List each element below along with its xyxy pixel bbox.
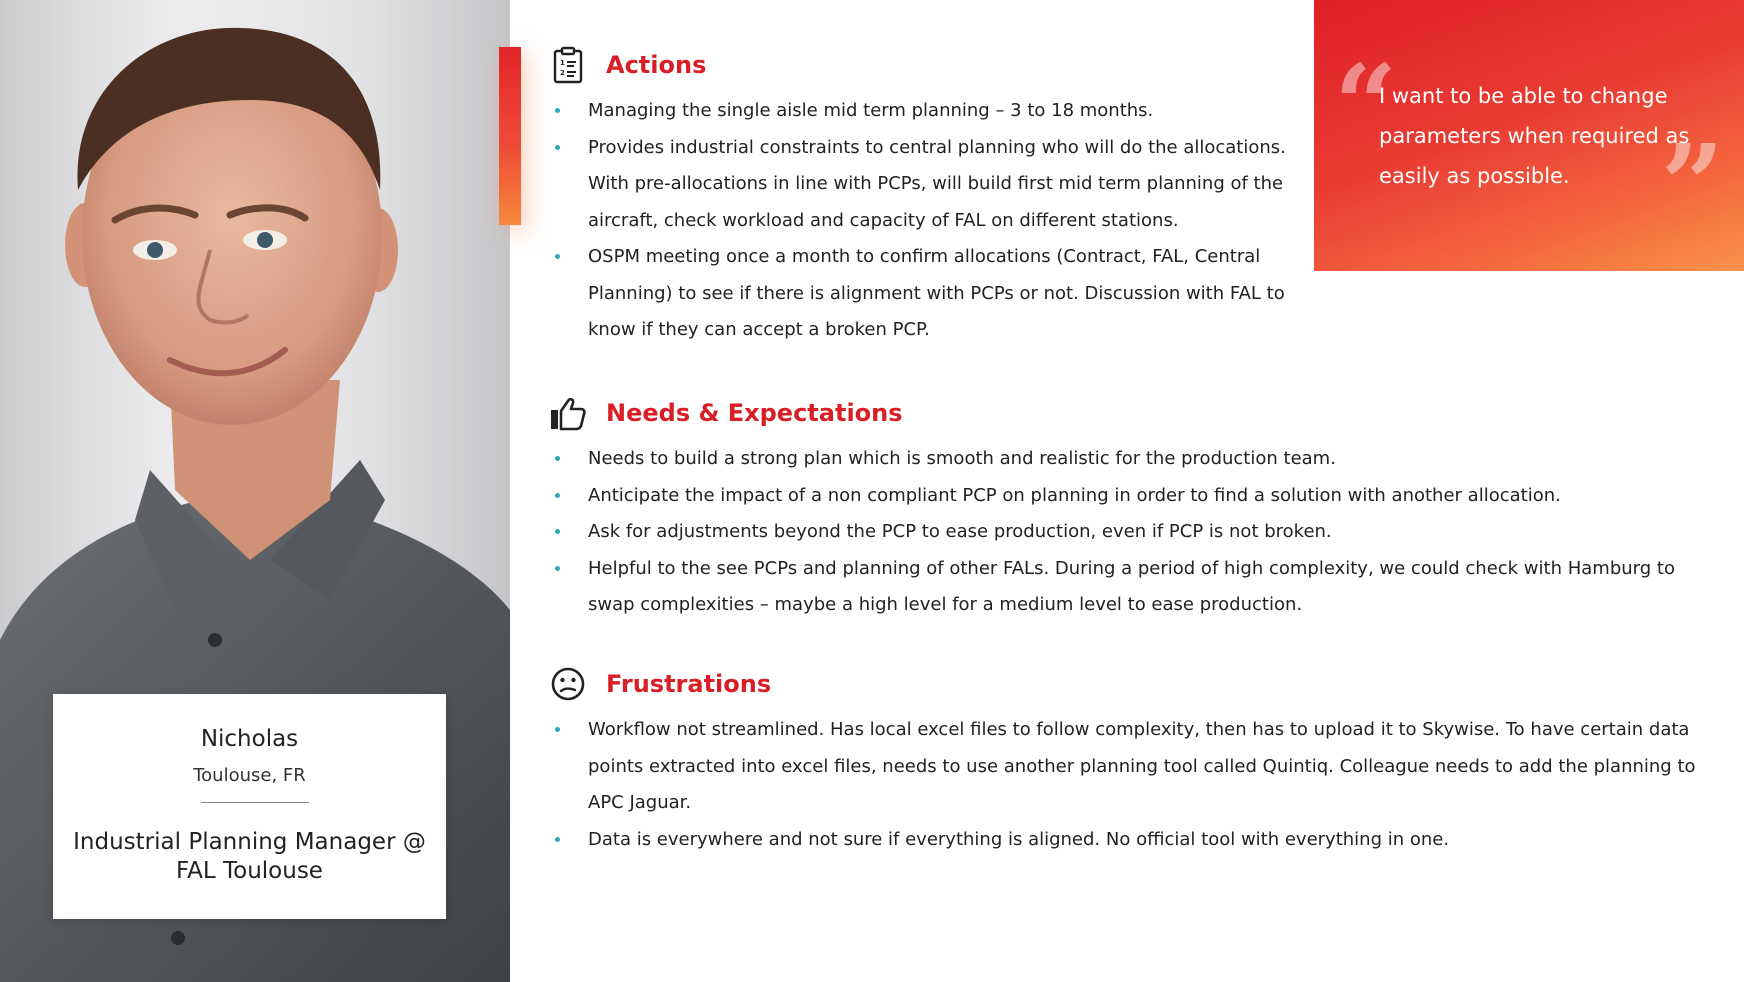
needs-section <box>548 393 1698 624</box>
persona-name: Nicholas <box>200 726 299 752</box>
quote-box <box>1314 0 1744 271</box>
frustrations-title: Frustrations <box>606 670 772 698</box>
actions-header <box>548 45 1308 85</box>
list-item: Needs to build a strong plan which is smooth and realistic for the production team. <box>548 441 1698 478</box>
list-item: Provides industrial constraints to central planning who will do the allocations. With pre-allocations in line with PCPs, will build first mid term planning of the aircraft, check workload and capacity of FAL on different stations. <box>548 130 1308 240</box>
name-card-divider <box>201 802 309 803</box>
list-item: Ask for adjustments beyond the PCP to ease production, even if PCP is not broken. <box>548 514 1698 551</box>
persona-photo-panel <box>0 0 510 982</box>
close-quote-icon: ” <box>1660 120 1724 249</box>
frustrations-header <box>548 664 1698 704</box>
svg-text:2: 2 <box>560 69 565 77</box>
actions-title: Actions <box>606 51 707 79</box>
clipboard-list-icon <box>548 45 588 85</box>
thumbs-up-icon <box>548 393 588 433</box>
frustrations-section <box>548 664 1698 858</box>
actions-section <box>548 45 1308 349</box>
list-item: Anticipate the impact of a non compliant PCP on planning in order to find a solution with another allocation. <box>548 478 1698 515</box>
open-quote-icon: “ <box>1334 40 1398 169</box>
persona-name-card <box>53 694 446 919</box>
svg-text:1: 1 <box>560 59 565 67</box>
persona-location: Toulouse, FR <box>193 765 306 786</box>
quote-text: I want to be able to change parameters when required as easily as possible. <box>1379 84 1690 188</box>
list-item: Workflow not streamlined. Has local excel files to follow complexity, then has to upload it to Skywise. To have certain data points extracted into excel files, needs to use another planning tool called Quintiq. Colleague needs to add the planning to APC Jaguar. <box>548 712 1698 822</box>
frustrations-list <box>548 712 1698 858</box>
list-item: OSPM meeting once a month to confirm allocations (Contract, FAL, Central Planning) to see if there is alignment with PCPs or not. Discussion with FAL to know if they can accept a broken PCP. <box>548 239 1308 349</box>
accent-bar <box>499 47 521 225</box>
list-item: Managing the single aisle mid term planning – 3 to 18 months. <box>548 93 1308 130</box>
confused-face-icon <box>548 664 588 704</box>
needs-header <box>548 393 1698 433</box>
actions-list <box>548 93 1308 349</box>
persona-role: Industrial Planning Manager @ FAL Toulouse <box>73 829 426 884</box>
needs-list <box>548 441 1698 624</box>
list-item: Helpful to the see PCPs and planning of other FALs. During a period of high complexity, we could check with Hamburg to swap complexities – maybe a high level for a medium level to ease production. <box>548 551 1698 624</box>
list-item: Data is everywhere and not sure if everything is aligned. No official tool with everything in one. <box>548 822 1698 859</box>
needs-title: Needs & Expectations <box>606 399 903 427</box>
